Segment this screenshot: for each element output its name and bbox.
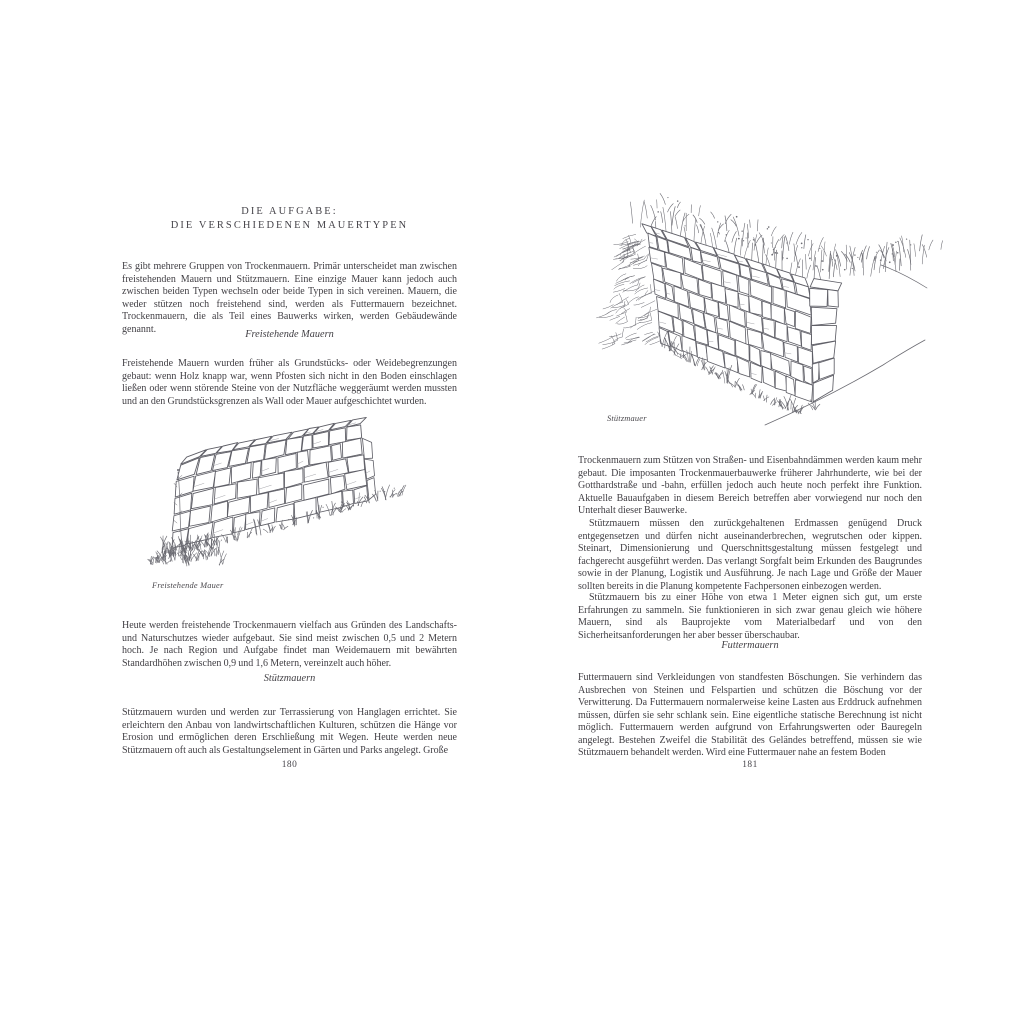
- chapter-heading-line2: DIE VERSCHIEDENEN MAUERTYPEN: [170, 220, 409, 232]
- freestanding-paragraph-2: Heute werden freistehende Trockenmauern vielfach aus Gründen des Landschafts- und Naturschutzes wieder aufgebaut. Sie sind meist zwischen 0,5 und 2 Metern hoch. Je nach Region und Aufgabe findet man Weidemauern mit bewährten Standardhöhen zwischen 0,9 und 1,6 Metern, vereinzelt auch höher.: [122, 620, 457, 669]
- freestanding-paragraph-1: Freistehende Mauern wurden früher als Grundstücks- oder Weidebegrenzungen gebaut: wenn Holz knapp war, wenn Pfosten sich nicht in den Boden einschlagen ließen oder wenn störende Steine von der Nutzfläche weggeräumt werden mussten und an den Grundstücksgrenzen als Wall oder Mauer aufgeschichtet wurden.: [122, 358, 457, 407]
- page-number-right: 181: [742, 760, 758, 770]
- chapter-heading-line1: DIE AUFGABE:: [241, 206, 338, 217]
- retaining-intro-paragraph: Stützmauern wurden und werden zur Terrassierung von Hanglagen errichtet. Sie erleichtern den Anbau von landwirtschaftlichen Kulturen, schützen die Hänge vor Erosion und ermöglichen deren Erschließung mit Wegen. Heute werden neue Stützmauern oft auch als Gestaltungselement in Gärten und Parks angelegt. Große: [122, 707, 457, 756]
- retaining-paragraph-1: Trockenmauern zum Stützen von Straßen- und Eisenbahndämmen werden kaum mehr gebaut. Die imposanten Trockenmauerbauwerke früherer Jahrhunderte, wie bei der Gotthardstraße und -bahn, erfüllen jedoch auch heute noch perfekt ihre Funktion. Aktuelle Bauaufgaben in diesem Bereich betreffen aber vorwiegend nur noch den Unterhalt dieser Bauwerke.: [578, 455, 922, 517]
- retaining-paragraph-3: Stützmauern bis zu einer Höhe von etwa 1 Meter eignen sich gut, um erste Erfahrungen zu sammeln. Sie funktionieren in sich zwar genau gleich wie höhere Mauern, sind als Bauprojekte vom Materialbedarf und von den Sicherheitsanforderungen her aber besser überschaubar.: [578, 592, 922, 641]
- illustration-caption-freistehende-mauer: Freistehende Mauer: [152, 581, 224, 590]
- freestanding-wall-illustration: [136, 414, 462, 580]
- chapter-heading: [122, 205, 457, 233]
- retaining-paragraph-2: Stützmauern müssen den zurückgehaltenen Erdmassen genügend Druck entgegensetzen und dürfen nicht auseinanderbrechen, wegrutschen oder kippen. Steinart, Dimensionierung und Querschnittsgestaltung müssen festgelegt und fachgerecht ausgeführt werden. Das verlangt Sorgfalt beim Erkunden des Baugrundes sowie in der Planung, Logistik und Ausführung. Je nach Lage und Größe der Mauer sollten bereits in die Planung kompetente Fachpersonen einbezogen werden.: [578, 518, 922, 592]
- section-title-freistehende-mauern: Freistehende Mauern: [245, 329, 334, 340]
- facing-paragraph-1: Futtermauern sind Verkleidungen von standfesten Böschungen. Sie verhindern das Ausbrechen von Steinen und Felspartien und schützen die Böschung vor der Verwitterung. Da Futtermauern normalerweise keine Lasten aus Erddruck aufnehmen müssen, dürfen sie sehr schlank sein. Eine eigentliche statische Berechnung ist nicht möglich. Futtermauern werden aufgrund von Erfahrungswerten oder Bauregeln angelegt. Bestehen Zweifel die Stabilität des Geländes betreffend, müssen sie wie Stützmauern behandelt werden. Wird eine Futtermauer nahe an festem Boden: [578, 672, 922, 759]
- illustration-caption-stuetzmauer: Stützmauer: [607, 414, 647, 423]
- intro-paragraph: Es gibt mehrere Gruppen von Trockenmauern. Primär unterscheidet man zwischen freistehenden Mauern und Stützmauern. Eine einzige Mauer kann jedoch auch zwischen beiden Typen wechseln oder beide Typen in sich vereinen. Mauern, die weder stützen noch freistehend sind, werden als Futtermauern bezeichnet. Trockenmauern, die als Teil eines Bauwerks wirken, werden Gebäudewände genannt.: [122, 261, 457, 335]
- section-title-futtermauern: Futtermauern: [721, 640, 779, 651]
- retaining-wall-illustration: [583, 193, 937, 431]
- page-number-left: 180: [281, 760, 298, 770]
- section-title-stuetzmauern: Stützmauern: [263, 673, 316, 684]
